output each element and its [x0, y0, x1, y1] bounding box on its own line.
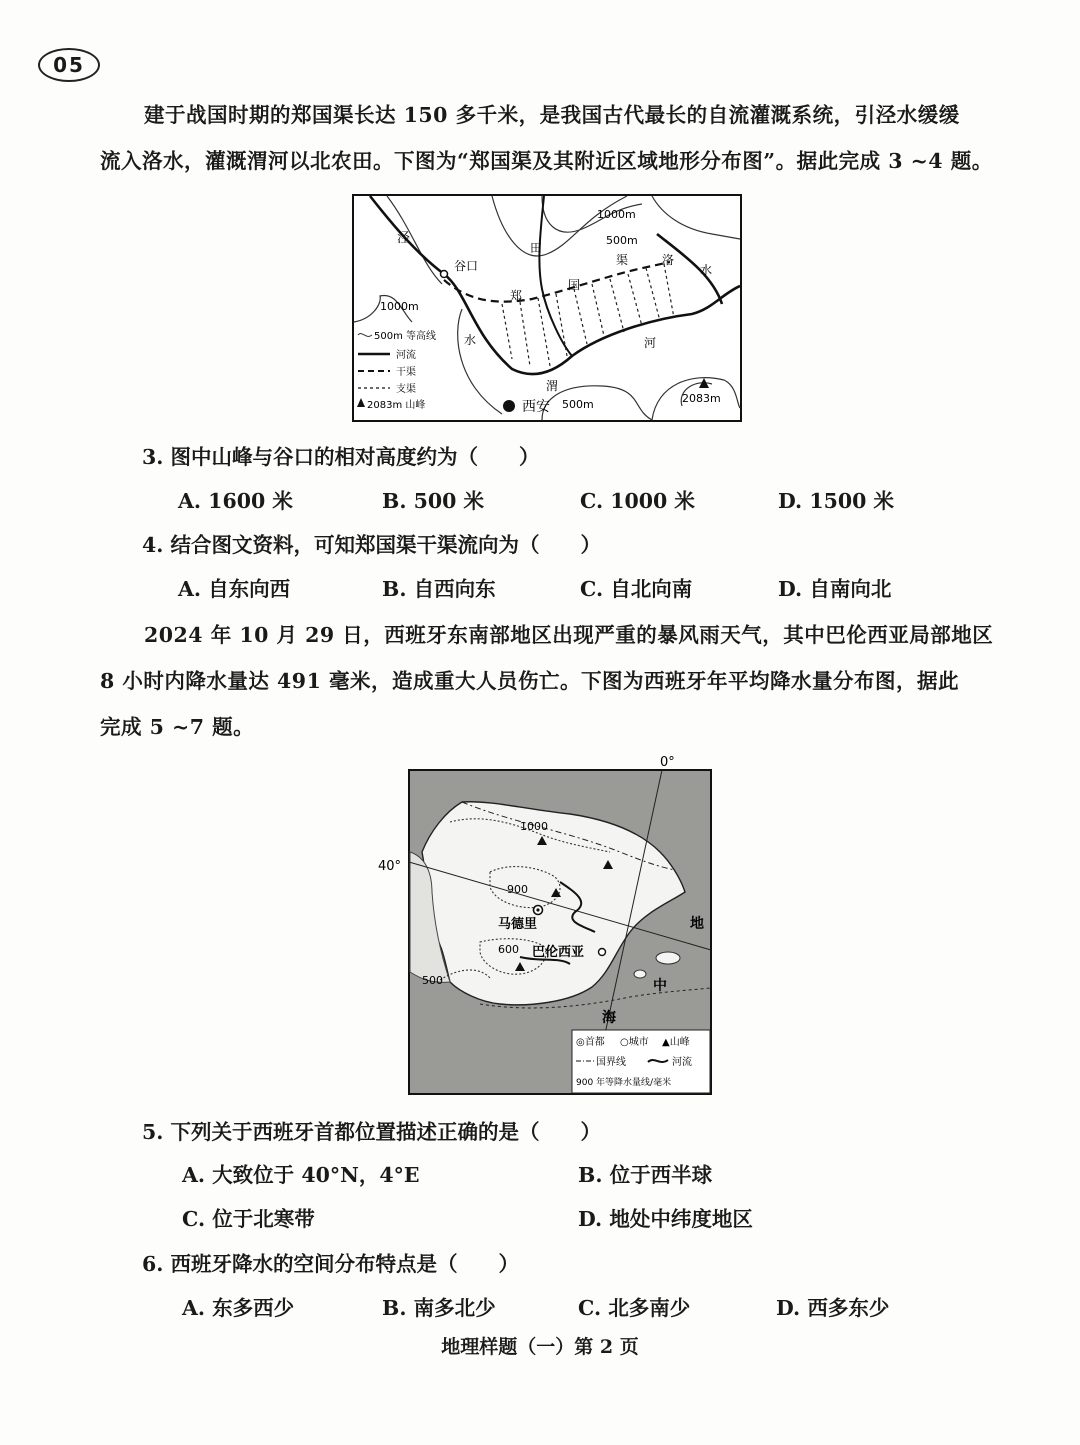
- label-zhong: 中: [653, 978, 667, 994]
- label-1000m-top: 1000m: [597, 208, 636, 221]
- legend-branch-canal: 支渠: [396, 384, 416, 395]
- label-jing: 泾: [397, 231, 411, 246]
- q3-option-d[interactable]: D. 1500 米: [778, 489, 895, 513]
- label-1000m-left: 1000m: [380, 300, 419, 313]
- q5-option-a[interactable]: A. 大致位于 40°N，4°E: [182, 1163, 420, 1187]
- q5-option-c[interactable]: C. 位于北寒带: [182, 1207, 315, 1231]
- q3-option-c[interactable]: C. 1000 米: [580, 489, 695, 513]
- intro-paragraph-1: [100, 92, 1000, 184]
- label-500m-bottom: 500m: [562, 398, 594, 411]
- label-meridian-0: 0°: [660, 755, 675, 770]
- label-zheng: 郑: [510, 289, 523, 303]
- label-madrid: 马德里: [498, 917, 538, 932]
- label-tian: 田: [530, 241, 543, 255]
- q4-option-a[interactable]: A. 自东向西: [178, 577, 291, 601]
- label-shui: 水: [464, 333, 477, 347]
- q5-option-d[interactable]: D. 地处中纬度地区: [578, 1207, 753, 1231]
- legend-border: 国界线: [596, 1057, 626, 1068]
- q6-option-a[interactable]: A. 东多西少: [182, 1296, 295, 1320]
- label-iso500: 500: [422, 974, 443, 987]
- label-xian: 西安: [522, 399, 550, 415]
- q6-option-b[interactable]: B. 南多北少: [382, 1296, 496, 1320]
- question-3-stem: 3. 图中山峰与谷口的相对高度约为（ ）: [142, 445, 540, 469]
- q4-option-d[interactable]: D. 自南向北: [778, 577, 892, 601]
- question-4-stem: 4. 结合图文资料，可知郑国渠干渠流向为（ ）: [142, 533, 602, 557]
- label-luo: 洛: [662, 253, 675, 267]
- label-gukou: 谷口: [454, 259, 479, 273]
- legend-capital: ◎首都: [576, 1037, 605, 1048]
- map2-legend: [572, 1030, 710, 1093]
- page-number-badge: 05: [38, 48, 100, 82]
- label-qu: 渠: [616, 253, 629, 267]
- label-iso900: 900: [507, 883, 528, 896]
- q5-option-b[interactable]: B. 位于西半球: [578, 1163, 713, 1187]
- valencia-city: [599, 949, 606, 956]
- intro1-line2: 流入洛水，灌溉渭河以北农田。下图为“郑国渠及其附近区域地形分布图”。据此完成 3 ~4 题。: [100, 149, 993, 173]
- label-he: 河: [644, 336, 657, 350]
- label-iso1000: 1000: [520, 820, 548, 833]
- gukou-point: [441, 271, 448, 278]
- legend-contour: 500m 等高线: [374, 331, 437, 342]
- label-wei: 渭: [546, 379, 559, 393]
- intro2-line1: 2024 年 10 月 29 日，西班牙东南部地区出现严重的暴风雨天气，其中巴伦西亚局部地区: [144, 623, 994, 647]
- legend-isohyet: 900 年等降水量线/毫米: [576, 1078, 672, 1088]
- label-luo-shui: 水: [700, 263, 713, 277]
- xian-city: [503, 400, 515, 412]
- legend-river2: 河流: [672, 1057, 692, 1068]
- label-lat-40: 40°: [378, 859, 402, 874]
- q3-option-a[interactable]: A. 1600 米: [178, 489, 293, 513]
- legend-city: ○城市: [620, 1037, 649, 1048]
- zhengguo-canal-map: [352, 194, 742, 422]
- intro1-line1: 建于战国时期的郑国渠长达 150 多千米，是我国古代最长的自流灌溉系统，引泾水缓缓: [144, 103, 960, 127]
- label-500m-top: 500m: [606, 234, 638, 247]
- intro2-line2: 8 小时内降水量达 491 毫米，造成重大人员伤亡。下图为西班牙年平均降水量分布图，据此: [100, 669, 959, 693]
- label-iso600: 600: [498, 943, 519, 956]
- legend-river: 河流: [396, 350, 416, 361]
- question-5-stem: 5. 下列关于西班牙首都位置描述正确的是（ ）: [142, 1120, 602, 1144]
- legend-peak2: ▲山峰: [662, 1037, 690, 1048]
- question-6-stem: 6. 西班牙降水的空间分布特点是（ ）: [142, 1252, 520, 1276]
- legend-main-canal: 干渠: [396, 367, 416, 378]
- page-footer: 地理样题（一）第 2 页: [441, 1336, 639, 1358]
- label-valencia: 巴伦西亚: [532, 945, 585, 960]
- label-di: 地: [690, 916, 704, 932]
- q4-option-b[interactable]: B. 自西向东: [382, 577, 496, 601]
- label-guo: 国: [568, 278, 581, 292]
- label-hai: 海: [602, 1010, 616, 1026]
- legend-peak: 2083m 山峰: [367, 400, 426, 411]
- spain-precipitation-map: [370, 752, 720, 1096]
- intro-paragraph-2: [100, 612, 1000, 750]
- label-peak: 2083m: [682, 392, 721, 405]
- q3-option-b[interactable]: B. 500 米: [382, 489, 485, 513]
- q6-option-c[interactable]: C. 北多南少: [578, 1296, 691, 1320]
- q4-option-c[interactable]: C. 自北向南: [580, 577, 693, 601]
- intro2-line3: 完成 5 ~7 题。: [100, 715, 255, 739]
- q6-option-d[interactable]: D. 西多东少: [776, 1296, 890, 1320]
